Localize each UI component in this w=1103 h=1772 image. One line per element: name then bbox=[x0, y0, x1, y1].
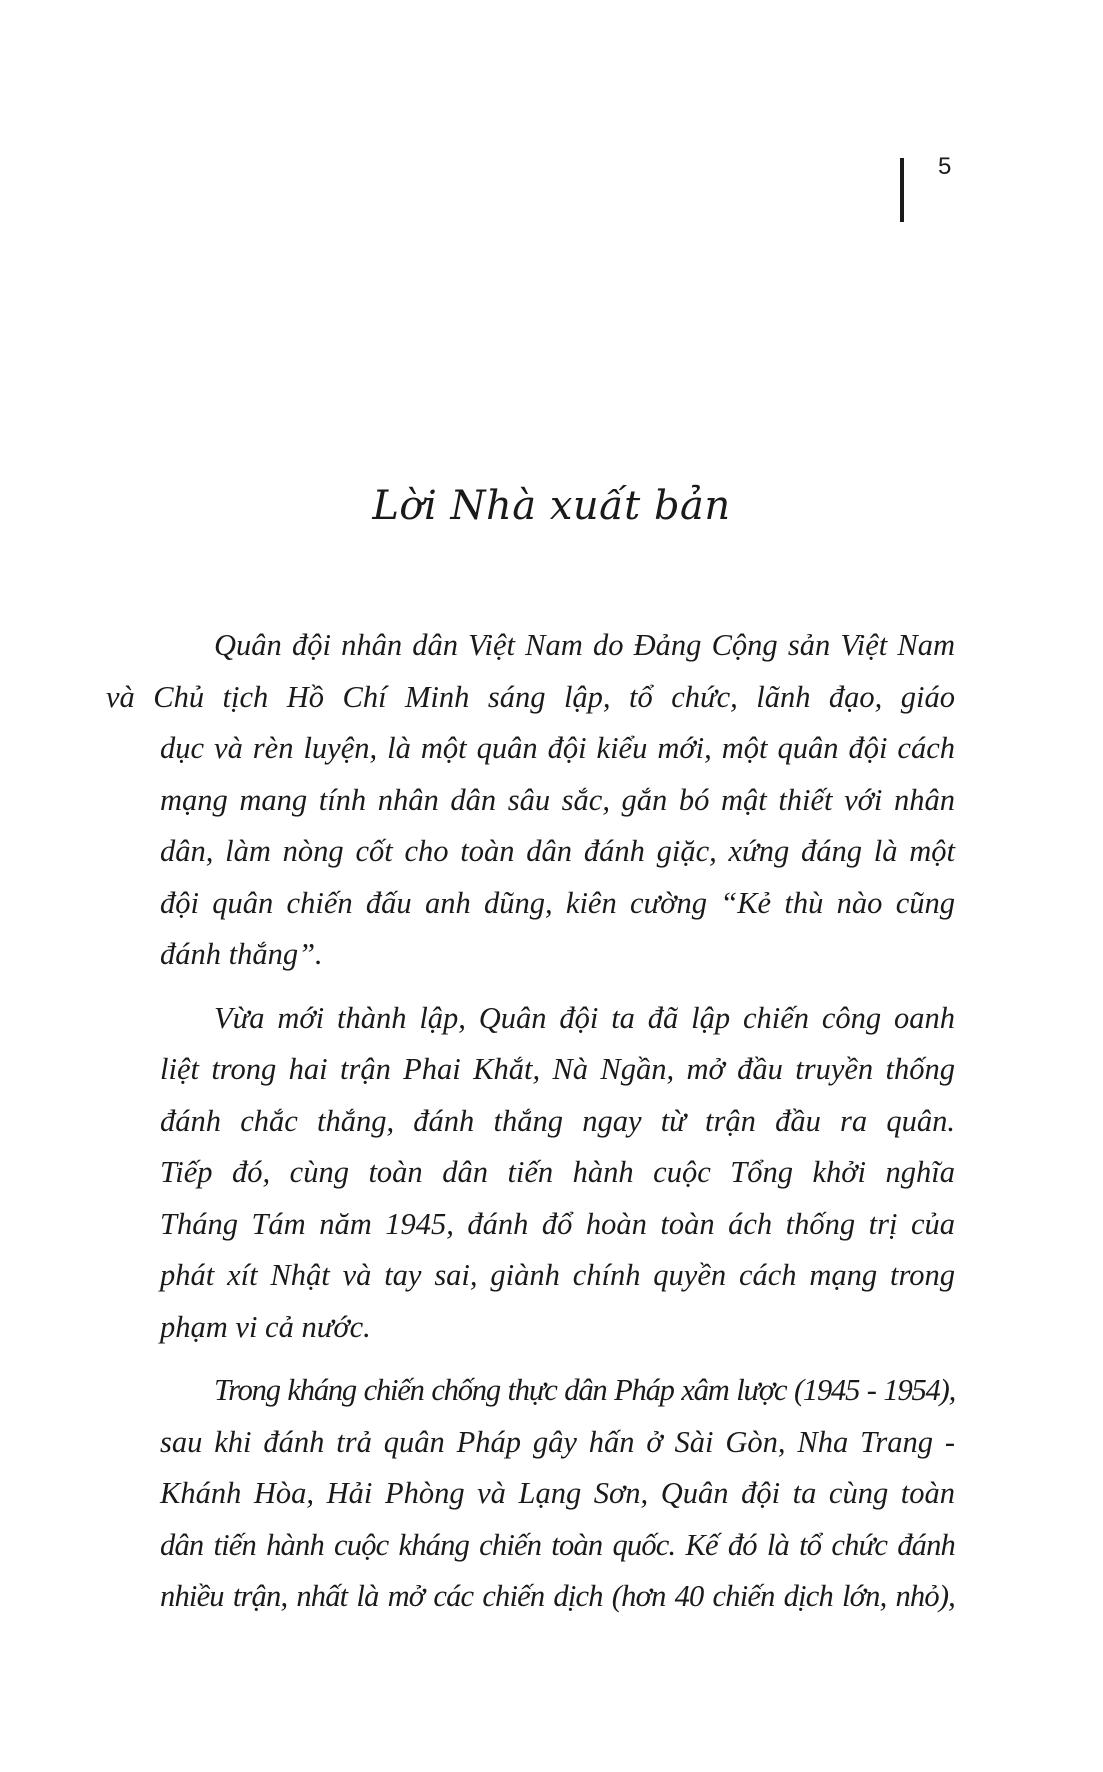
text-line: Tháng Tám năm 1945, đánh đổ hoàn toàn ách thống trị của bbox=[160, 1206, 955, 1241]
page-number: 5 bbox=[938, 153, 952, 180]
text-line: sau khi đánh trả quân Pháp gây hấn ở Sài Gòn, Nha Trang - bbox=[160, 1424, 955, 1459]
text-line: mạng mang tính nhân dân sâu sắc, gắn bó mật thiết với nhân bbox=[160, 782, 955, 817]
text-line: và Chủ tịch Hồ Chí Minh sáng lập, tổ chức, lãnh đạo, giáo bbox=[106, 679, 955, 714]
paragraph-3 bbox=[160, 1365, 955, 1623]
text-line: Vừa mới thành lập, Quân đội ta đã lập chiến công oanh bbox=[214, 1000, 955, 1035]
text-line: phạm vi cả nước. bbox=[160, 1309, 371, 1344]
text-line: Trong kháng chiến chống thực dân Pháp xâm lược (1945 - 1954), bbox=[214, 1373, 955, 1407]
text-line: liệt trong hai trận Phai Khắt, Nà Ngần, mở đầu truyền thống bbox=[160, 1052, 955, 1086]
chapter-title: Lời Nhà xuất bản bbox=[372, 483, 731, 529]
page-number-divider bbox=[900, 158, 904, 222]
text-line: dân tiến hành cuộc kháng chiến toàn quốc. Kế đó là tổ chức đánh bbox=[160, 1527, 955, 1562]
text-line: nhiều trận, nhất là mở các chiến dịch (hơn 40 chiến dịch lớn, nhỏ), bbox=[160, 1579, 955, 1613]
text-line: phát xít Nhật và tay sai, giành chính quyền cách mạng trong bbox=[160, 1258, 955, 1292]
text-line: Quân đội nhân dân Việt Nam do Đảng Cộng sản Việt Nam bbox=[214, 628, 955, 662]
text-line: Khánh Hòa, Hải Phòng và Lạng Sơn, Quân đội ta cùng toàn bbox=[160, 1476, 955, 1510]
text-line: đánh thắng”. bbox=[160, 937, 323, 971]
paragraph-2 bbox=[160, 993, 955, 1354]
text-line: dân, làm nòng cốt cho toàn dân đánh giặc, xứng đáng là một bbox=[160, 834, 955, 868]
text-line: đội quân chiến đấu anh dũng, kiên cường “Kẻ thù nào cũng bbox=[160, 885, 955, 920]
text-line: dục và rèn luyện, là một quân đội kiểu mới, một quân đội cách bbox=[160, 731, 955, 765]
text-line: Tiếp đó, cùng toàn dân tiến hành cuộc Tổng khởi nghĩa bbox=[160, 1155, 955, 1189]
body-text bbox=[106, 620, 955, 1635]
paragraph-1 bbox=[106, 620, 955, 981]
text-line: đánh chắc thắng, đánh thắng ngay từ trận đầu ra quân. bbox=[160, 1103, 955, 1138]
